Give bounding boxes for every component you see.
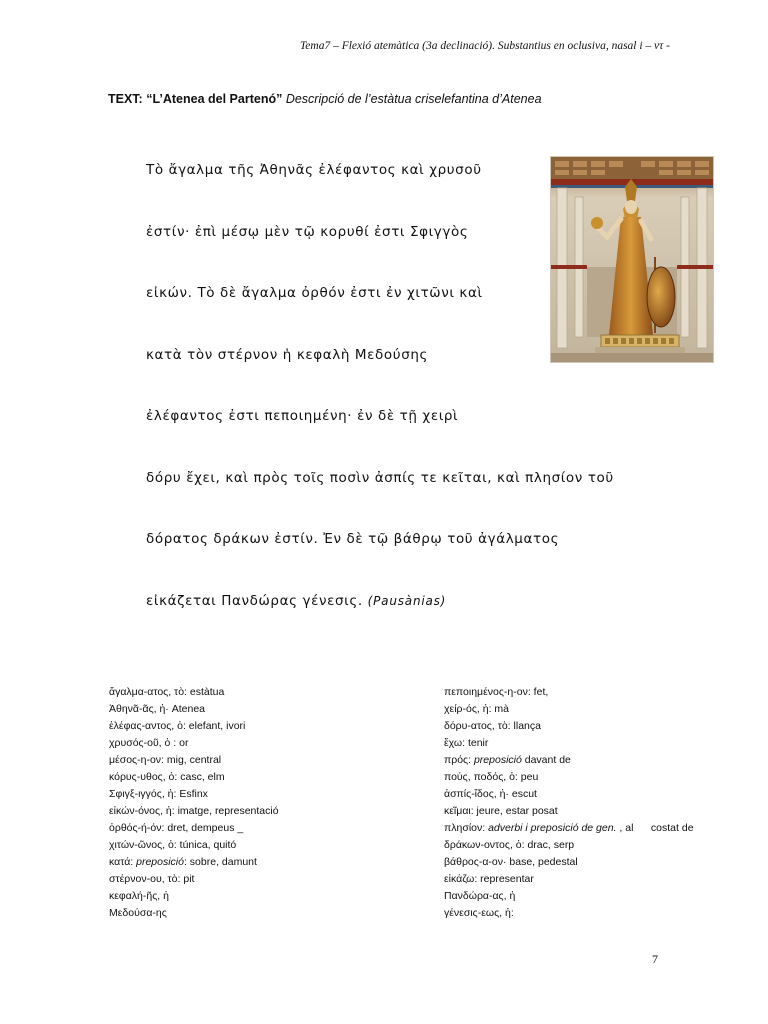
- glossary-entry: ἀσπίς-ἴδος, ἡ· escut: [444, 788, 537, 800]
- glossary-entry: πρός: preposició davant de: [444, 754, 571, 766]
- glossary-entry: Πανδώρα-ας, ἡ: [444, 890, 516, 902]
- greek-line-last: [146, 589, 646, 651]
- glossary-left-column: [109, 684, 429, 922]
- glossary-entry: εἰκών-όνος, ἡ: imatge, representació: [109, 805, 279, 817]
- running-header-text: Tema7 – Flexió atemàtica (3a declinació). Substantius en oclusiva, nasal i – ντ -: [299, 40, 670, 52]
- athena-parthenos-image: [550, 156, 714, 363]
- glossary-entry: κεῖμαι: jeure, estar posat: [444, 805, 558, 817]
- glossary-entry: δόρυ-ατος, τὸ: llança: [444, 720, 541, 732]
- glossary-entry: ὀρθός-ή-όν: dret, dempeus _: [109, 822, 244, 834]
- glossary-entry: κεφαλή-ῆς, ἡ: [109, 890, 169, 902]
- text-title-label: TEXT: “L’Atenea del Partenó”: [108, 92, 283, 106]
- page-number: 7: [652, 952, 658, 966]
- glossary-entry: χρυσός-οῦ, ὁ : or: [109, 737, 189, 749]
- running-header: [250, 40, 670, 52]
- greek-line: Τὸ ἄγαλμα τῆς Ἀθηνᾶς ἐλέφαντος καὶ χρυσοῦ: [146, 162, 482, 178]
- glossary-entry: Σφιγξ-ιγγός, ἡ: Esfinx: [109, 788, 208, 800]
- glossary-entry: ἔχω: tenir: [444, 737, 489, 749]
- glossary-entry: Ἀθηνᾶ-ᾶς, ἡ· Atenea: [109, 703, 206, 715]
- glossary-entry: κατά: preposició: sobre, damunt: [109, 856, 257, 868]
- greek-line: εἰκών. Τὸ δὲ ἄγαλμα ὀρθόν ἐστι ἐν χιτῶνι καὶ: [146, 285, 483, 301]
- glossary-entry: βάθρος-α-ον· base, pedestal: [444, 856, 578, 868]
- glossary-right-column: [444, 684, 764, 922]
- glossary-entry: στέρνον-ου, τὸ: pit: [109, 873, 195, 885]
- text-title: [108, 92, 668, 106]
- glossary-entry: κόρυς-υθος, ὁ: casc, elm: [109, 771, 225, 783]
- greek-line: κατὰ τὸν στέρνον ἡ κεφαλὴ Μεδούσης: [146, 346, 429, 363]
- glossary-entry: ἐλέφας-αντος, ὁ: elefant, ivori: [109, 720, 246, 732]
- glossary-entry: πούς, ποδός, ὁ: peu: [444, 771, 539, 783]
- glossary-entry: μέσος-η-ον: mig, central: [109, 754, 222, 766]
- glossary-entry: χιτών-ῶνος, ὁ: túnica, quitó: [109, 839, 237, 851]
- glossary-entry: Μεδούσα-ης: [109, 907, 167, 919]
- glossary-entry: πλησίον: adverbi i preposició de gen. , al costat de: [444, 822, 694, 834]
- author-attribution: (Pausànias): [367, 593, 447, 608]
- glossary-entry: εἰκάζω: representar: [444, 873, 534, 885]
- glossary-entry: πεποιημένος-η-ον: fet,: [444, 686, 549, 698]
- greek-line: ἐλέφαντος ἐστι πεποιημένη· ἐν δὲ τῇ χειρὶ: [146, 408, 459, 424]
- text-title-description: Descripció de l’estàtua criselefantina d’Atenea: [285, 92, 542, 106]
- greek-line: δόρυ ἔχει, καὶ πρὸς τοῖς ποσὶν ἀσπίς τε κεῖται, καὶ πλησίον τοῦ: [146, 469, 614, 486]
- greek-last-text: εἰκάζεται Πανδώρας γένεσις.: [146, 592, 363, 609]
- greek-line: δόρατος δράκων ἐστίν. Ἐν δὲ τῷ βάθρῳ τοῦ ἀγάλματος: [146, 531, 560, 547]
- glossary-entry: ἄγαλμα-ατος, τὸ: estàtua: [109, 686, 225, 698]
- greek-line: ἐστίν· ἐπὶ μέσῳ μὲν τῷ κορυθί ἐστι Σφιγγὸς: [146, 223, 469, 240]
- glossary-entry: γένεσις-εως, ἡ:: [444, 907, 514, 919]
- glossary-entry: χείρ-ός, ἡ: mà: [444, 703, 510, 715]
- glossary-entry: δράκων-οντος, ὁ: drac, serp: [444, 839, 575, 851]
